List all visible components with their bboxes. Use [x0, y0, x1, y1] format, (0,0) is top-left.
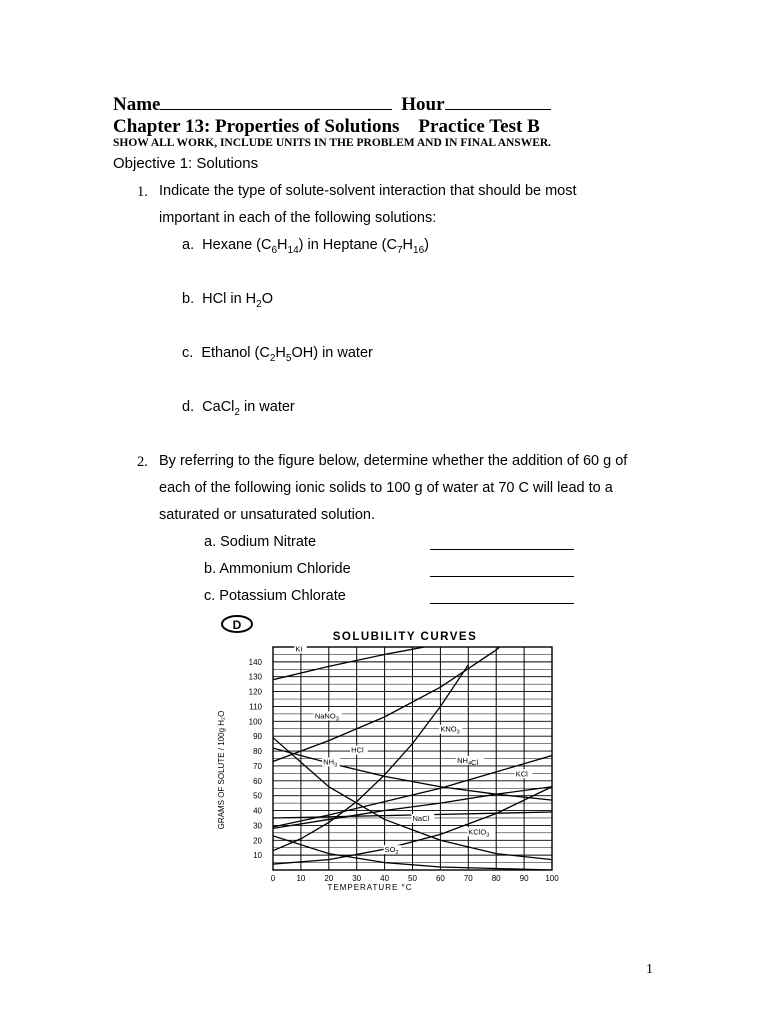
y-tick-label: 130 — [248, 672, 262, 682]
x-tick-label: 30 — [352, 874, 362, 883]
page-number: 1 — [646, 962, 653, 977]
series-label: $KNO_3$ — [440, 724, 460, 736]
series-label: $NH_3$ — [323, 757, 338, 769]
series-label: KClO$_3$ — [468, 827, 490, 839]
x-tick-label: 80 — [491, 874, 501, 883]
y-tick-label: 10 — [253, 851, 262, 861]
series-label: KCl — [515, 769, 528, 779]
chart-xlabel: TEMPERATURE °C — [327, 883, 413, 892]
test-label: Practice Test B — [418, 116, 540, 137]
y-tick-label: 90 — [253, 732, 262, 742]
curve-kno3 — [273, 665, 468, 851]
name-label: Name — [113, 94, 161, 115]
series-label: KI — [295, 644, 303, 654]
x-tick-label: 50 — [408, 874, 417, 883]
q2-item-b: b. Ammonium Chloride — [204, 561, 351, 577]
y-tick-label: 120 — [248, 687, 262, 697]
series-label: NaCl — [412, 813, 430, 823]
hour-label: Hour — [401, 94, 445, 115]
x-tick-label: 70 — [463, 874, 473, 883]
y-tick-label: 40 — [253, 806, 262, 816]
name-field — [113, 94, 551, 116]
solubility-chart — [200, 610, 590, 900]
x-tick-label: 60 — [435, 874, 445, 883]
x-tick-label: 10 — [296, 874, 306, 883]
chart-title: SOLUBILITY CURVES — [332, 631, 478, 643]
x-tick-label: 90 — [519, 874, 529, 883]
series-label: $SO_2$ — [384, 845, 399, 857]
x-tick-label: 0 — [270, 874, 276, 883]
q1-line1: Indicate the type of solute-solvent interaction that should be most — [159, 183, 577, 199]
series-label: NaNO$_3$ — [314, 711, 339, 723]
y-tick-label: 110 — [249, 702, 262, 712]
q2-number: 2. — [137, 454, 148, 470]
q2-line1: By referring to the figure below, determine whether the addition of 60 g of — [159, 453, 628, 469]
series-label: $NH_4Cl$ — [457, 755, 479, 767]
y-tick-label: 60 — [253, 776, 262, 786]
chart-ylabel: GRAMS OF SOLUTE / 100g H₂O — [217, 710, 226, 830]
name-blank[interactable] — [160, 95, 392, 110]
q1-item-a: a. Hexane $(C_6H_{14})$ in Heptane $(C_7H_{16})$ — [182, 237, 429, 256]
chart-badge-letter: D — [232, 618, 242, 632]
q2-line2: each of the following ionic solids to 100 g of water at 70 C will lead to a — [159, 480, 613, 496]
q1-item-b: b. HCl in $H_2O$ — [182, 291, 273, 310]
q1-number: 1. — [137, 184, 148, 200]
y-tick-label: 70 — [253, 761, 262, 771]
y-tick-label: 100 — [248, 717, 262, 727]
series-label: HCl — [351, 745, 364, 755]
chart-grid — [273, 647, 552, 870]
objective-heading: Objective 1: Solutions — [113, 155, 259, 172]
x-tick-label: 100 — [545, 874, 559, 883]
y-tick-label: 140 — [248, 657, 262, 667]
instructions: SHOW ALL WORK, INCLUDE UNITS IN THE PROBLEM AND IN FINAL ANSWER. — [113, 137, 552, 149]
q2-item-c: c. Potassium Chlorate — [204, 588, 346, 604]
hour-blank[interactable] — [445, 95, 551, 110]
x-tick-label: 20 — [324, 874, 334, 883]
x-tick-label: 40 — [380, 874, 390, 883]
chapter-title: Chapter 13: Properties of Solutions — [113, 116, 400, 137]
q1-line2: important in each of the following solutions: — [159, 210, 437, 226]
q2-answer-b-blank[interactable] — [430, 575, 574, 577]
y-tick-label: 80 — [253, 747, 262, 757]
q2-line3: saturated or unsaturated solution. — [159, 507, 376, 523]
chart-labels — [249, 644, 560, 883]
page-title — [113, 116, 540, 138]
q2-answer-c-blank[interactable] — [430, 602, 574, 604]
y-tick-label: 50 — [253, 791, 262, 801]
q1-item-d: d. CaCl$_2$ in water — [182, 399, 295, 418]
y-tick-label: 30 — [253, 821, 262, 831]
q2-item-a: a. Sodium Nitrate — [204, 534, 317, 550]
q1-item-c: c. Ethanol $(C_2H_5OH)$ in water — [182, 345, 373, 364]
y-tick-label: 20 — [253, 836, 262, 846]
q2-answer-a-blank[interactable] — [430, 548, 574, 550]
